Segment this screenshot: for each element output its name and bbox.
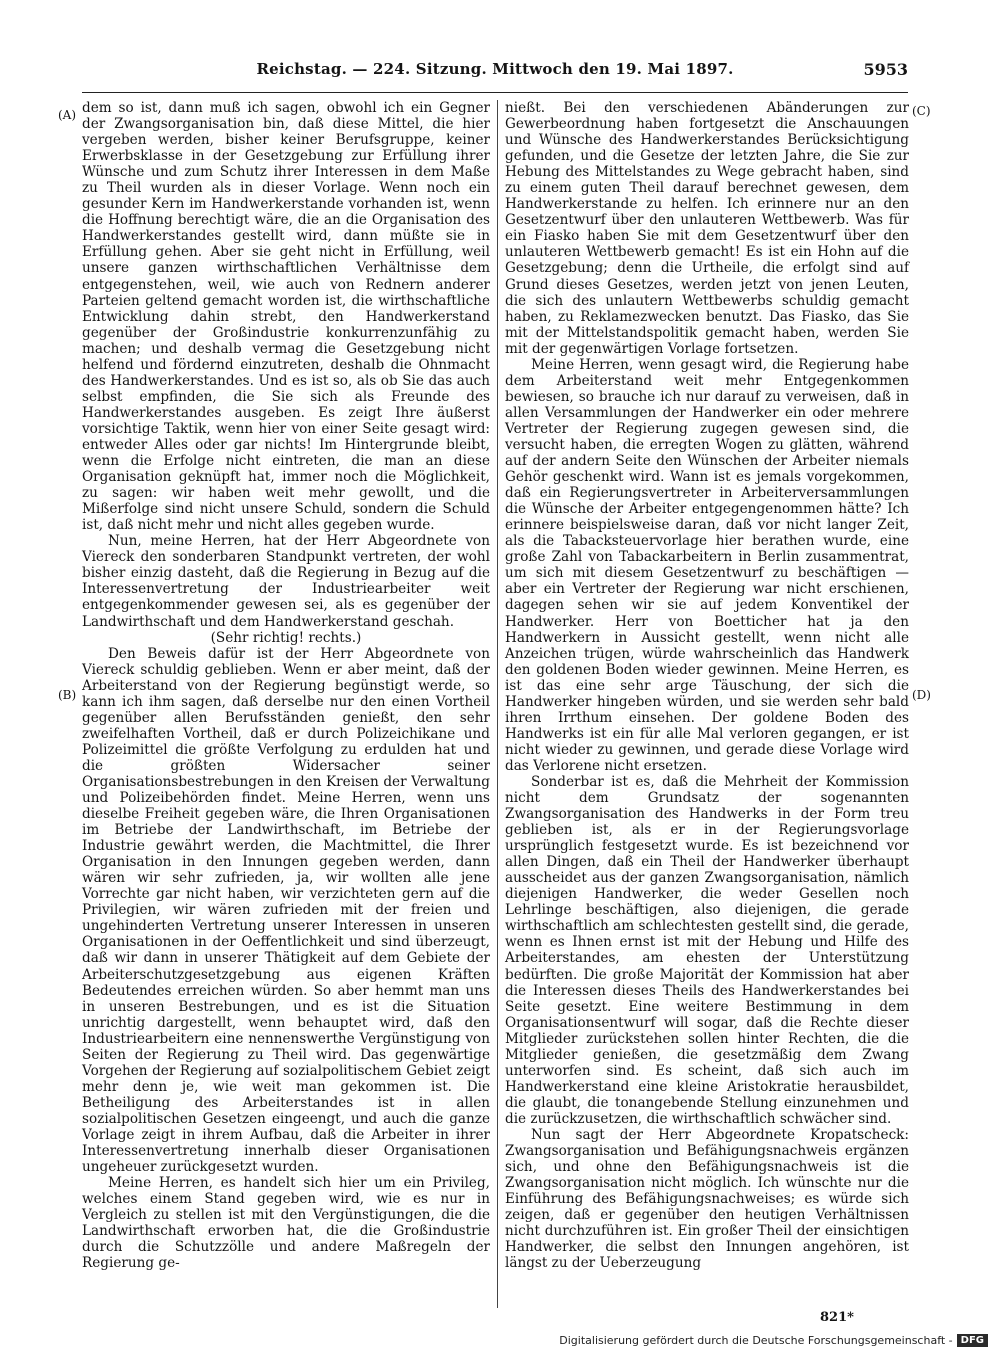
paragraph: Sonderbar ist es, daß die Mehrheit der Kommission nicht dem Grundsatz der sogenannten Zwangsorganisation des Handwerks in der Form treu geblieben ist, als er in der Regierungsvorlage ursprünglich festgesetzt wurde. Es ist bezeichnend vor allen Dingen, daß ein Theil der Handwerker überhaupt ausscheidet aus der ganzen Zwangsorganisation, nämlich diejenigen Handwerker, die weder Gesellen noch Lehrlinge beschäftigen, also diejenigen, die gerade wirthschaftlich am schlechtesten gestellt sind, die gerade, wenn es Ihnen ernst ist mit der Hebung und Hilfe des Arbeiterstandes, am ehesten der Unterstützung bedürften. Die große Majorität der Kommission hat aber die Interessen dieses Theils des Handwerkerstandes bei Seite gesetzt. Eine weitere Bestimmung in dem Organisationsentwurf will sogar, daß die Rechte dieser Mitglieder zurückstehen sollen hinter Rechten, die die Mitglieder genießen, die gesetzmäßig dem Zwang unterworfen sind. Es scheint, daß sich auch im Handwerkerstand eine kleine Aristokratie herausbildet, die glaubt, die tonangebende Stellung einzunehmen und die zurückzusetzen, die wirthschaftlich schwächer sind. [505,773,909,1127]
margin-marker-c: (C) [912,104,931,118]
header-rule [82,92,908,93]
paragraph: Den Beweis dafür ist der Herr Abgeordnete von Viereck schuldig geblieben. Wenn er aber meint, daß der Arbeiterstand von der Regierung begünstigt werde, so kann ich ihm sagen, daß derselbe nur den einen Vortheil gegenüber allen Berufsständen genießt, den sehr zweifelhaften Vortheil, daß er durch Polizeichikane und Polizeimittel die größte Verfolgung zu erdulden hat und die größten Widersacher seiner Organisationsbestrebungen in den Kreisen der Verwaltung und Polizeibehörden findet. Meine Herren, wenn uns dieselbe Freiheit gegeben wäre, die Ihren Organisationen im Betriebe der Landwirthschaft, im Betriebe der Industrie gewährt werden, die Machtmittel, die Ihrer Organisation in den Innungen gegeben werden, dann wären wir sehr zufrieden, ja, wir wollten alle jene Vorrechte gar nicht haben, wir verzichteten gern auf die Privilegien, wir wären zufrieden mit der freien und ungehinderten Vertretung unserer Interessen in unseren Organisationen in der Oeffentlichkeit und sind überzeugt, daß wir dann in unserer Thätigkeit auf dem Gebiete der Arbeiterschutzgesetzgebung aus eigenen Kräften Bedeutendes erreichen würden. So aber hemmt man uns in unseren Bestrebungen, und es ist die Situation unrichtig dargestellt, wenn behauptet wird, daß den Industriearbeitern eine nennenswerthe Vergünstigung von Seiten der Regierung zu Theil wird. Das gegenwärtige Vorgehen der Regierung auf sozialpolitischem Gebiet zeigt mehr denn je, wie weit man gekommen ist. Die Betheiligung des Arbeiterstandes ist in allen sozialpolitischen Gesetzen eingeengt, und auch die ganze Vorlage zeigt in ihrem Aufbau, daß die Arbeiter in ihrer Interessenvertretung innerhalb dieser Organisationen ungeheuer zurückgesetzt wurden. [82,645,490,1176]
margin-marker-d: (D) [912,688,931,702]
signature-mark: 821* [820,1310,854,1325]
dfg-logo: DFG [957,1334,988,1347]
digitization-footer [559,1334,988,1347]
right-column [505,100,909,1271]
page-header [82,60,908,90]
paragraph: Nun sagt der Herr Abgeordnete Kropatscheck: Zwangsorganisation und Befähigungsnachweis ergänzen sich, und ohne den Befähigungsnachweis ist die Zwangsorganisation nicht möglich. Ich wünschte nur die Einführung des Befähigungsnachweises; es würde sich zeigen, daß er gegenüber den heutigen Verhältnissen nicht durchzuführen ist. Ein großer Theil der einsichtigen Handwerker, die selbst den Innungen angehören, ist längst zu der Ueberzeugung [505,1127,909,1272]
footer-credit: Digitalisierung gefördert durch die Deutsche Forschungsgemeinschaft - [559,1334,953,1347]
running-head: Reichstag. — 224. Sitzung. Mittwoch den 19. Mai 1897. [256,60,734,78]
left-column [82,100,490,1271]
margin-marker-a: (A) [58,108,77,122]
column-divider [497,100,498,1308]
paragraph: nießt. Bei den verschiedenen Abänderungen zur Gewerbeordnung haben fortgesetzt die Anschauungen und Wünsche des Handwerkerstandes Berücksichtigung gefunden, und die Gesetze der letzten Jahre, die Sie zur Hebung des Mittelstandes zu Wege gebracht haben, sind zu einem guten Theil darauf berechnet gewesen, dem Handwerkerstande zu helfen. Ich erinnere nur an den Gesetzentwurf über den unlauteren Wettbewerb. Was für ein Fiasko haben Sie mit dem Gesetzentwurf über den unlauteren Wettbewerb gemacht! Es ist ein Hohn auf die Gesetzgebung; denn die Urtheile, die erfolgt sind auf Grund dieses Gesetzes, werden jetzt von jenen Leuten, die sich des unlautern Wettbewerbs schuldig gemacht haben, zu Reklamezwecken benutzt. Das Fiasko, das Sie mit der Mittelstandspolitik gemacht haben, werden Sie mit der gegenwärtigen Vorlage fortsetzen. [505,100,909,357]
page-number: 5953 [863,60,908,79]
paragraph: dem so ist, dann muß ich sagen, obwohl ich ein Gegner der Zwangsorganisation bin, daß diese Mittel, die hier vergeben werden, bisher keiner Berufsgruppe, keiner Erwerbsklasse in der Gesetzgebung zur Erfüllung ihrer Wünsche und zum Schutz ihrer Interessen in dem Maße zu Theil wurden als in dieser Vorlage. Wenn noch ein gesunder Kern im Handwerkerstande vorhanden ist, wenn die Hoffnung berechtigt wäre, die an die Organisation des Handwerkerstandes gestellt wird, dann müßte sie in Erfüllung gehen. Aber sie geht nicht in Erfüllung, weil unsere ganzen wirthschaftlichen Verhältnisse dem entgegenstehen, weil, wie auch von Rednern anderer Parteien geltend gemacht worden ist, die wirthschaftliche Entwicklung dahin strebt, den Handwerkerstand gegenüber der Großindustrie konkurrenzunfähig zu machen; und deshalb vermag die Gesetzgebung nicht helfend und fördernd einzutreten, deshalb die Ohnmacht des Handwerkerstandes. Und es ist so, als ob Sie das auch selbst empfinden, die Sie sich als Freunde des Handwerkerstandes ausgeben. Es zeigt Ihre äußerst vorsichtige Taktik, wenn hier von einer Seite gesagt wird: entweder Alles oder gar nichts! Im Hintergrunde bleibt, wenn die Erfolge nicht eintreten, die man an diese Organisation geknüpft hat, immer noch die Möglichkeit, zu sagen: wir haben weit mehr gewollt, und die Mißerfolge sind nicht unsere Schuld, sondern die Schuld ist, daß nicht mehr und nicht alles gegeben wurde. [82,100,490,534]
interjection: (Sehr richtig! rechts.) [210,629,362,646]
paragraph: Meine Herren, es handelt sich hier um ein Privileg, welches einem Stand gegeben wird, wie es nur in Vergleich zu stellen ist mit den Vergünstigungen, die die Landwirthschaft erworben hat, die die Großindustrie durch die Schutzzölle und andere Maßregeln der Regierung ge- [82,1175,490,1272]
paragraph: Nun, meine Herren, hat der Herr Abgeordnete von Viereck den sonderbaren Standpunkt vertreten, der wohl bisher einzig dasteht, daß die Regierung in Bezug auf die Interessenvertretung der Industriearbeiter weit entgegenkommender gewesen sei, als es gegenüber der Landwirthschaft und dem Handwerkerstand geschah. [82,533,490,630]
paragraph: Meine Herren, wenn gesagt wird, die Regierung habe dem Arbeiterstand weit mehr Entgegenkommen bewiesen, so brauche ich nur darauf zu verweisen, daß in allen Versammlungen der Handwerker ein oder mehrere Vertreter der Regierung zugegen gewesen sind, die versucht haben, die erregten Wogen zu glätten, während auf der andern Seite den Wünschen der Arbeiter niemals Gehör geschenkt wird. Wann ist es jemals vorgekommen, daß ein Regierungsvertreter in Arbeiterversammlungen die Wünsche der Arbeiter entgegengenommen hätte? Ich erinnere beispielsweise daran, daß vor nicht langer Zeit, als die Tabacksteuervorlage hier berathen wurde, eine große Zahl von Tabackarbeitern in Berlin zusammentrat, um sich mit diesem Gesetzentwurf zu beschäftigen — aber ein Vertreter der Regierung war nicht erschienen, dagegen sehen wir sie auf jedem Konventikel der Handwerker. Herr von Boetticher hat ja den Handwerkern in Aussicht gestellt, wenn nicht alle Anzeichen trügen, würde wahrscheinlich das Handwerk den goldenen Boden wieder gewinnen. Meine Herren, es ist das eine sehr arge Täuschung, der sich die Handwerker hingeben würden, und sie werden sehr bald ihren Irrthum einsehen. Der goldene Boden des Handwerks ist ein für alle Mal verloren gegangen, er ist nicht wieder zu gewinnen, und gerade diese Vorlage wird das Verlorene nicht ersetzen. [505,356,909,774]
margin-marker-b: (B) [58,688,77,702]
